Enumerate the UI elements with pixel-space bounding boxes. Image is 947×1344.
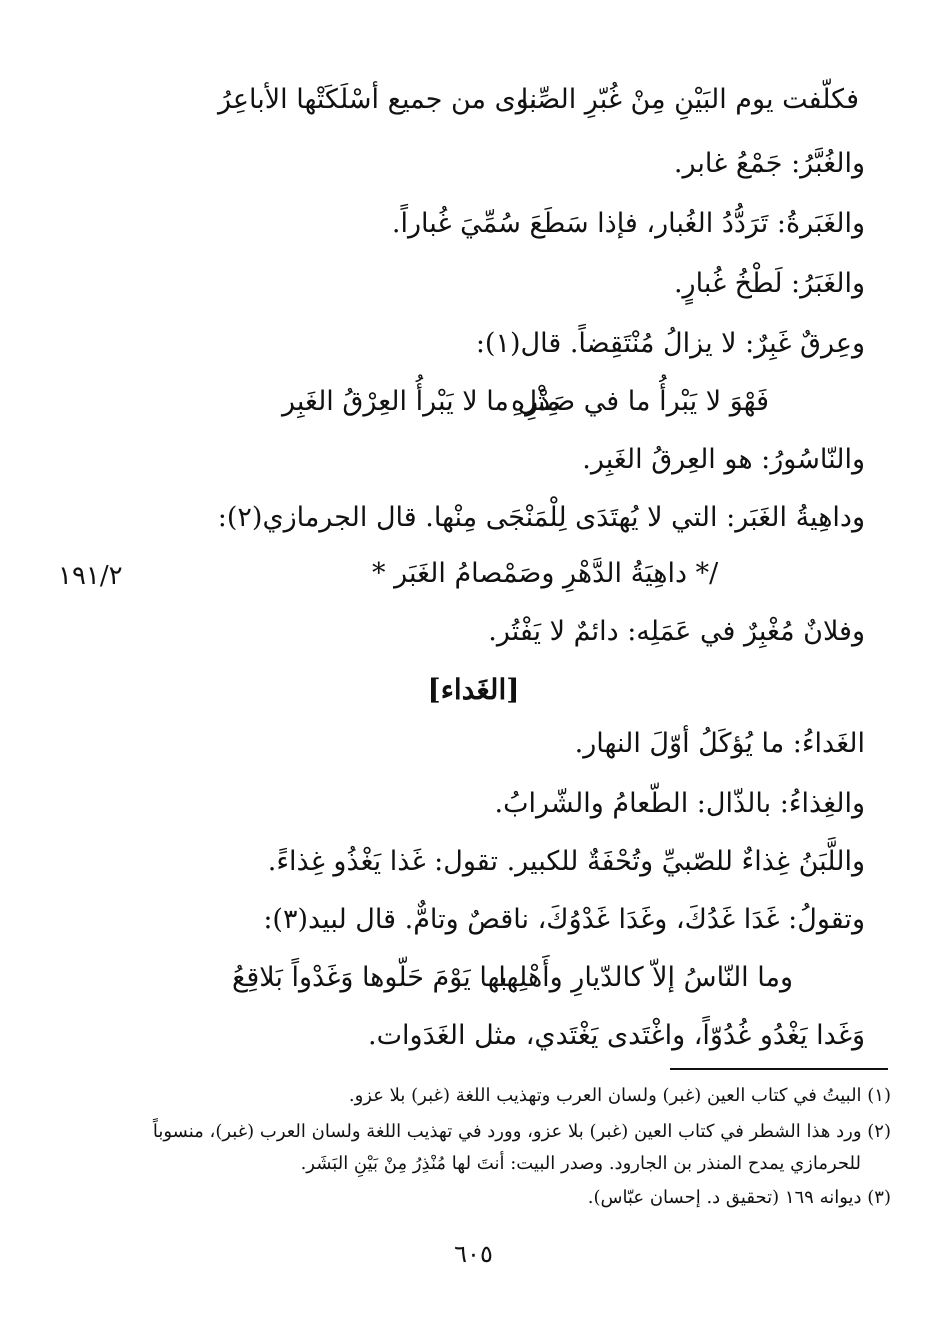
opening-verse-first-hemistich: فكلّفت يوم البَيْنِ مِنْ غُبّرِ الصِّبا xyxy=(520,84,859,115)
verse3-first-hemistich: وما النّاسُ إلاّ كالدّيارِ وأَهْلِها xyxy=(498,962,793,993)
opening-verse-second-hemistich: نوى من جميع أسْلَكَتْها الأباعِرُ xyxy=(218,84,538,115)
entry-laban: واللَّبَنُ غِذاءٌ للصّبيِّ وتُحْفَةٌ للكبير. تقول: غَذا يَغْذُو غِذاءً. xyxy=(267,846,865,877)
footnote-1: (١) البيتُ في كتاب العين (غبر) ولسان العرب وتهذيب اللغة (غبر) بلا عزو. xyxy=(348,1085,891,1106)
section-heading: [الغَداء] xyxy=(427,673,520,706)
footnote-2: (٢) ورد هذا الشطر في كتاب العين (غبر) بلا عزو، وورد في تهذيب اللغة ولسان العرب (غبر)، منسوباً xyxy=(152,1121,891,1142)
entry-ghubbar: والغُبَّرُ: جَمْعُ غابر. xyxy=(673,148,865,179)
entry-ghabara: والغَبَرةُ: تَرَدُّدُ الغُبار، فإذا سَطَعَ سُمِّيَ غُباراً. xyxy=(391,208,865,239)
entry-ghada-ghaduka: وتقولُ: غَدَا غَدُكَ، وغَدَا غَدْوُكَ، ناقصٌ وتامٌّ. قال لبيد(٣): xyxy=(263,904,865,935)
footnote-2-continued: للحرمازي يمدح المنذر بن الجارود. وصدر البيت: أنتَ لها مُنْذِرُ مِنْ بَيْنِ البَشَر. xyxy=(300,1153,861,1174)
entry-irq-ghabir: وعِرقٌ غَبِرٌ: لا يزالُ مُنْتَقِضاً. قال(١): xyxy=(475,328,865,359)
entry-dahiyat-alghabar: وداهِيةُ الغَبَر: التي لا يُهتَدَى لِلْمَنْجَى مِنْها. قال الجرمازي(٢): xyxy=(217,502,865,533)
entry-mughbir: وفلانٌ مُغْبِرٌ في عَمَلِه: دائمٌ لا يَفْتُر. xyxy=(488,616,865,647)
entry-ghidhaa: والغِذاءُ: بالذّال: الطّعامُ والشّرابُ. xyxy=(494,788,865,819)
entry-ghadaa: الغَداءُ: ما يُؤكَلُ أوّلَ النهار. xyxy=(574,728,865,759)
verse3-second-hemistich: بها يَوْمَ حَلّوها وَغَدْواً بَلاقِعُ xyxy=(232,962,508,993)
verse2-second-hemistich: مِثْل ما لا يَبْرأُ العِرْقُ الغَبِر xyxy=(282,386,561,417)
quoted-hemistich: /* داهِيَةُ الدَّهْرِ وصَمْصامُ الغَبَر * xyxy=(372,558,719,589)
entry-nasur: والنّاسُورُ: هو العِرقُ الغَبِر. xyxy=(582,444,865,475)
entry-ghada-yaghdu: وَغَدا يَغْدُو غُدُوّاً، واغْتَدى يَغْتَدي، مثل الغَدَوات. xyxy=(368,1020,865,1051)
margin-reference-marker: ١٩١/٢ xyxy=(58,561,123,591)
verse2-first-hemistich: فَهْوَ لا يَبْرأُ ما في صَدْرِهِ xyxy=(510,386,769,417)
entry-ghabar: والغَبَرُ: لَطْخُ غُبارٍ. xyxy=(673,268,865,299)
page-number: ٦٠٥ xyxy=(454,1240,493,1268)
footnote-3: (٣) ديوانه ١٦٩ (تحقيق د. إحسان عبّاس). xyxy=(587,1187,891,1208)
footnote-separator xyxy=(670,1068,888,1070)
